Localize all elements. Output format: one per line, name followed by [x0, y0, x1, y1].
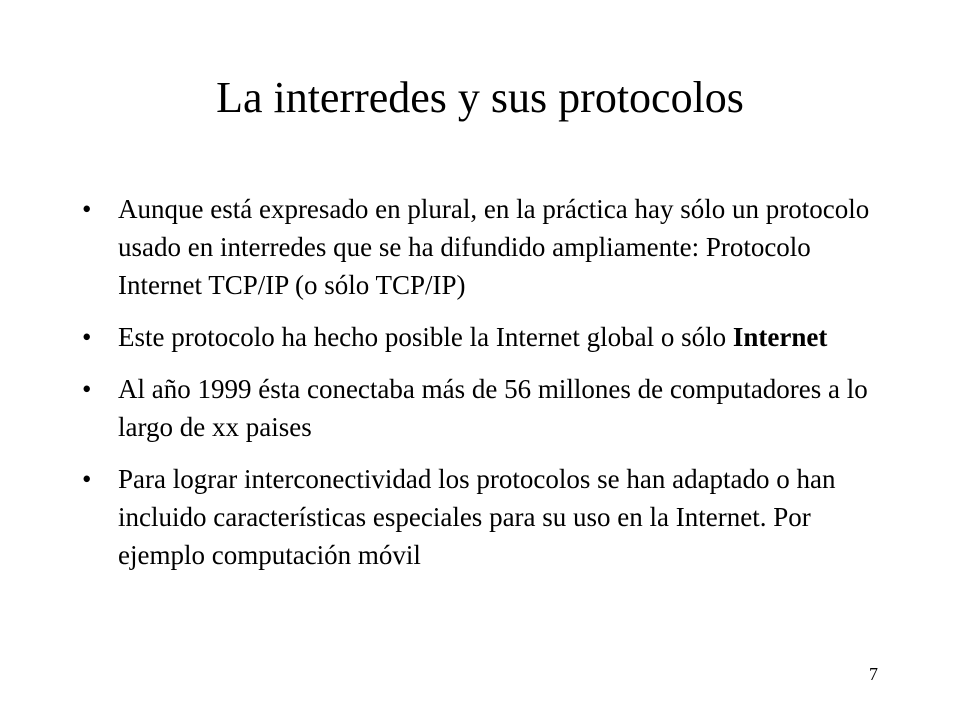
bullet-item	[82, 460, 872, 574]
bullet-bold-term: Internet	[732, 322, 828, 352]
bullet-text	[118, 190, 872, 304]
bullet-text-part: Al año 1999 ésta conectaba más de 56 millones de computadores a lo largo de xx paises	[118, 374, 868, 442]
bullet-text	[118, 460, 872, 574]
slide-title: La interredes y sus protocolos	[216, 73, 744, 122]
bullet-item	[82, 190, 872, 304]
bullet-item	[82, 370, 872, 446]
bullet-marker: •	[82, 464, 92, 494]
bullet-marker: •	[82, 194, 92, 224]
page-number: 7	[869, 664, 878, 684]
bullet-list	[82, 190, 872, 588]
bullet-text-part: Para lograr interconectividad los protocolos se han adaptado o han incluido características especiales para su uso en la Internet. Por ejemplo computación móvil	[118, 464, 836, 570]
bullet-item	[82, 318, 872, 356]
bullet-text-part: Este protocolo ha hecho posible la Internet global o sólo	[118, 322, 733, 352]
bullet-text-part: Aunque está expresado en plural, en la práctica hay sólo un protocolo usado en interredes que se ha difundido ampliamente: Protocolo Internet TCP/IP (o sólo TCP/IP)	[118, 194, 870, 300]
bullet-text	[118, 318, 872, 356]
bullet-marker: •	[82, 322, 92, 352]
bullet-text	[118, 370, 872, 446]
bullet-marker: •	[82, 374, 92, 404]
